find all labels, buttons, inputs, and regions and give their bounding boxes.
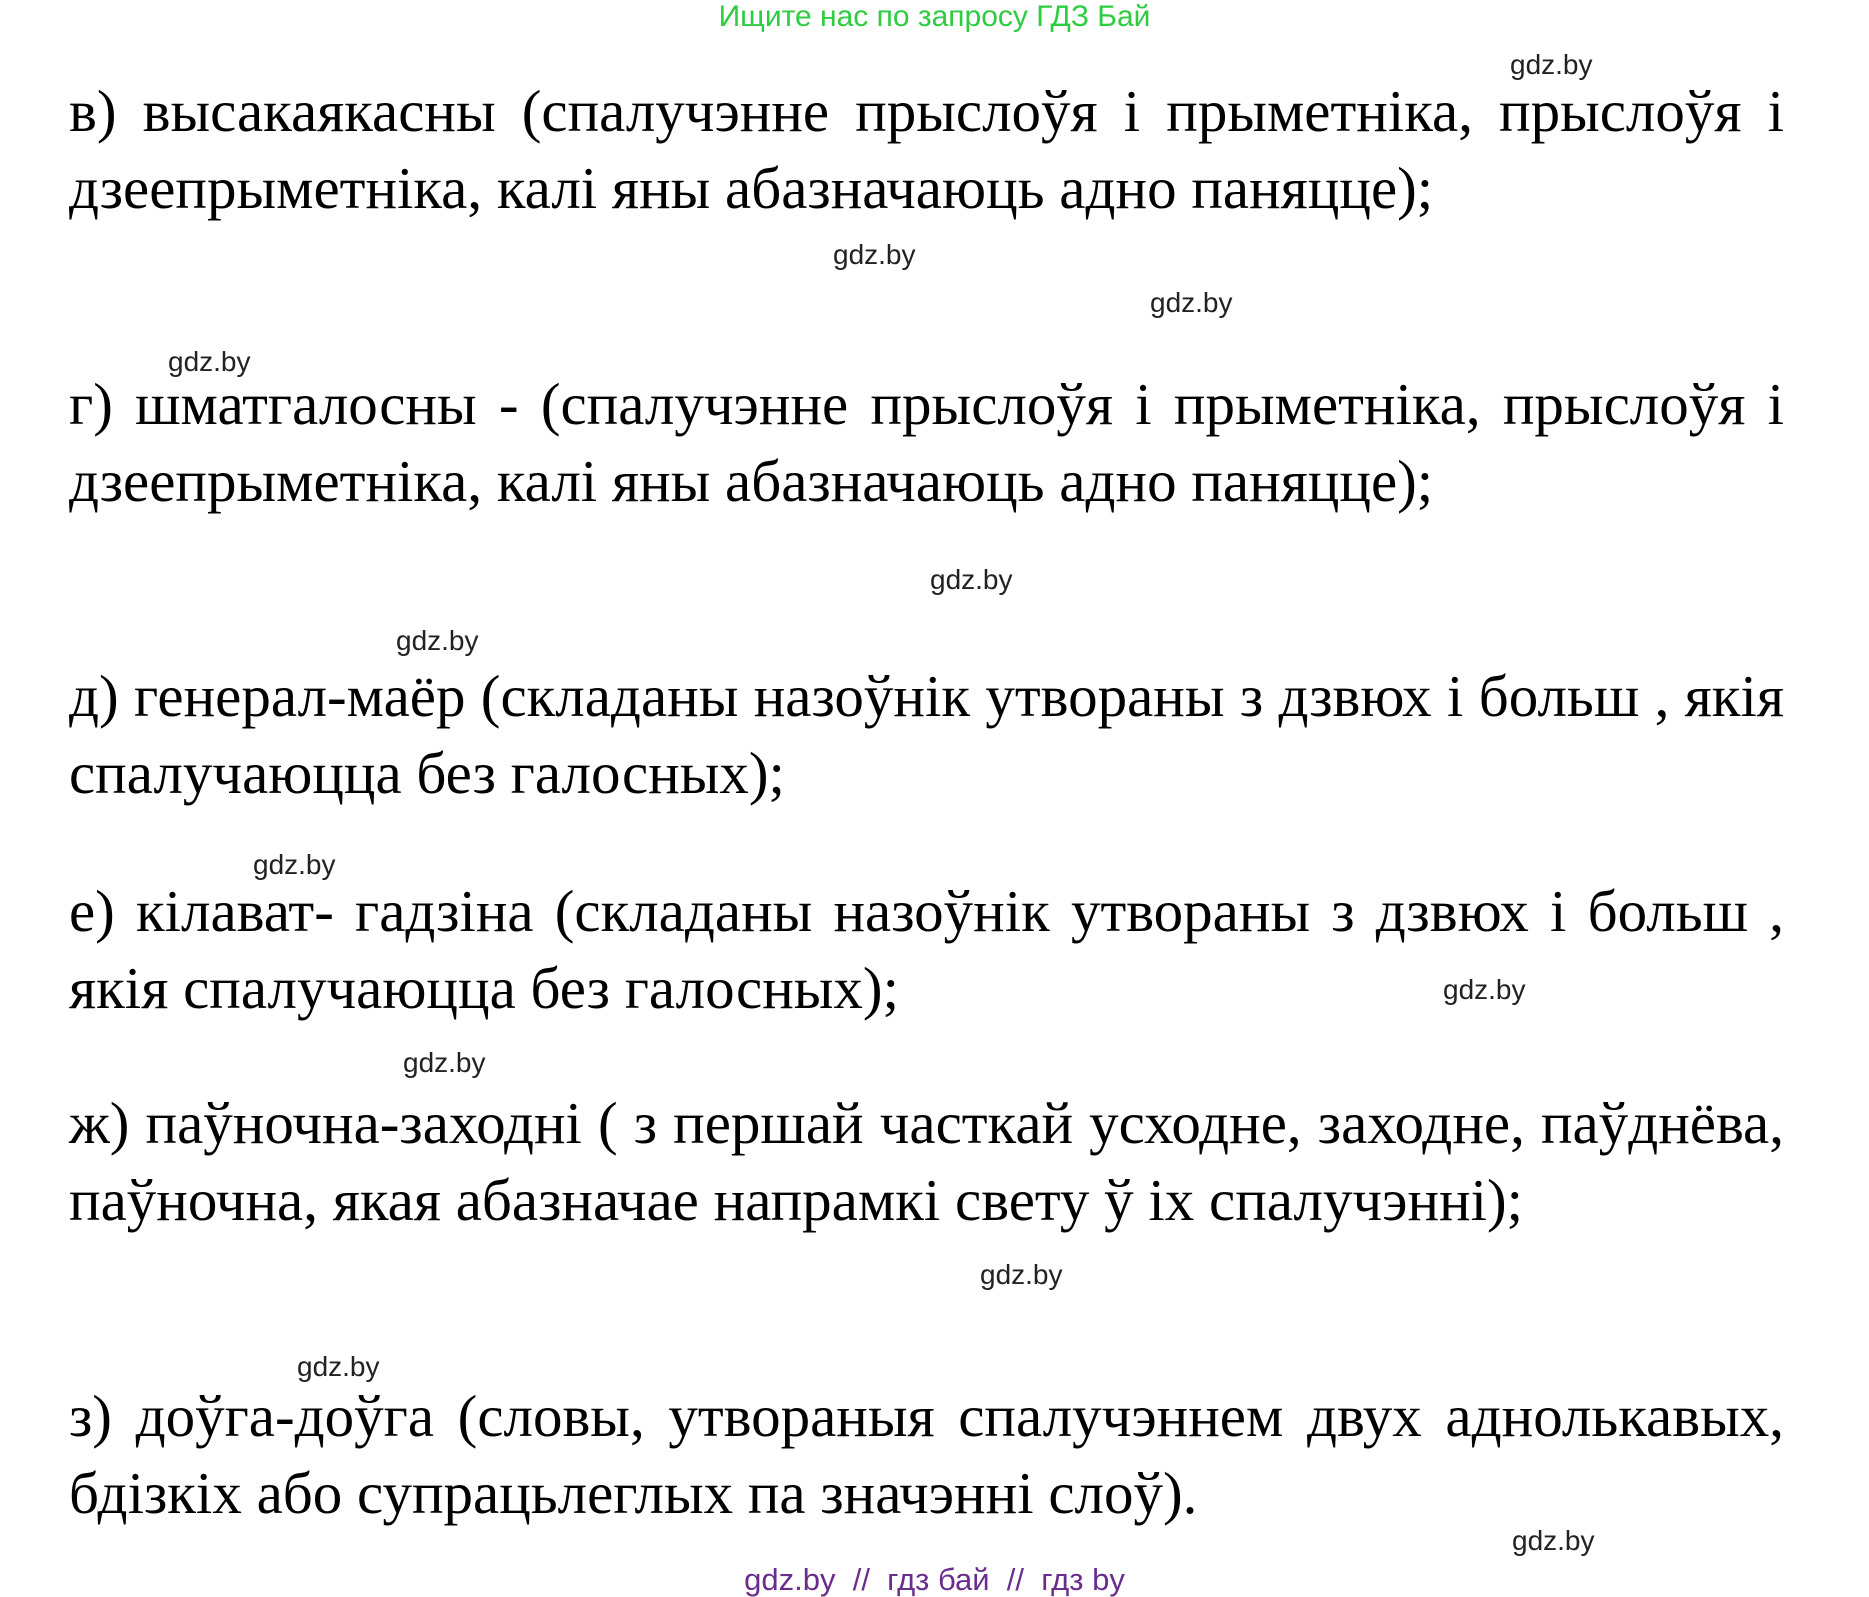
watermark-text: gdz.by (1512, 1525, 1595, 1556)
watermark-text: gdz.by (168, 346, 251, 377)
watermark-text: gdz.by (930, 564, 1013, 595)
watermark-text: gdz.by (396, 625, 479, 656)
watermark-text: gdz.by (403, 1047, 486, 1078)
answer-item-g: г) шматгалосны - (спалучэнне прыслоўя і прыметніка, прыслоўя і дзеепрыметніка, калі яны абазначаюць адно паняцце); (69, 371, 1784, 514)
answer-item-zh: ж) паўночна-заходні ( з першай часткай усходне, заходне, паўднёва, паўночна, якая абазначае напрамкі свету ў іх спалучэнні); (69, 1090, 1784, 1233)
watermark-text: gdz.by (1150, 287, 1233, 318)
watermark-text: gdz.by (833, 239, 916, 270)
answer-item-e: е) кілават- гадзіна (складаны назоўнік утвораны з дзвюх і больш , якія спалучаюцца без галосных); (69, 878, 1784, 1021)
watermark-text: gdz.by (297, 1351, 380, 1382)
answer-item-v: в) высакаякасны (спалучэнне прыслоўя і прыметніка, прыслоўя і дзеепрыметніка, калі яны абазначаюць адно паняцце); (69, 78, 1784, 221)
watermark-text: gdz.by (1443, 974, 1526, 1005)
watermark-text: gdz.by (253, 849, 336, 880)
footer-links: gdz.by // гдз бай // гдз by (744, 1562, 1125, 1597)
top-banner: Ищите нас по запросу ГДЗ Бай (718, 0, 1151, 33)
answer-item-z: з) доўга-доўга (словы, утвораныя спалучэннем двух аднолькавых, бдізкіх або супрацьлеглых па значэнні слоў). (69, 1383, 1784, 1526)
watermark-text: gdz.by (980, 1259, 1063, 1290)
answer-item-d: д) генерал-маёр (складаны назоўнік утвораны з дзвюх і больш , якія спалучаюцца без галосных); (69, 663, 1784, 806)
watermark-text: gdz.by (1510, 49, 1593, 80)
